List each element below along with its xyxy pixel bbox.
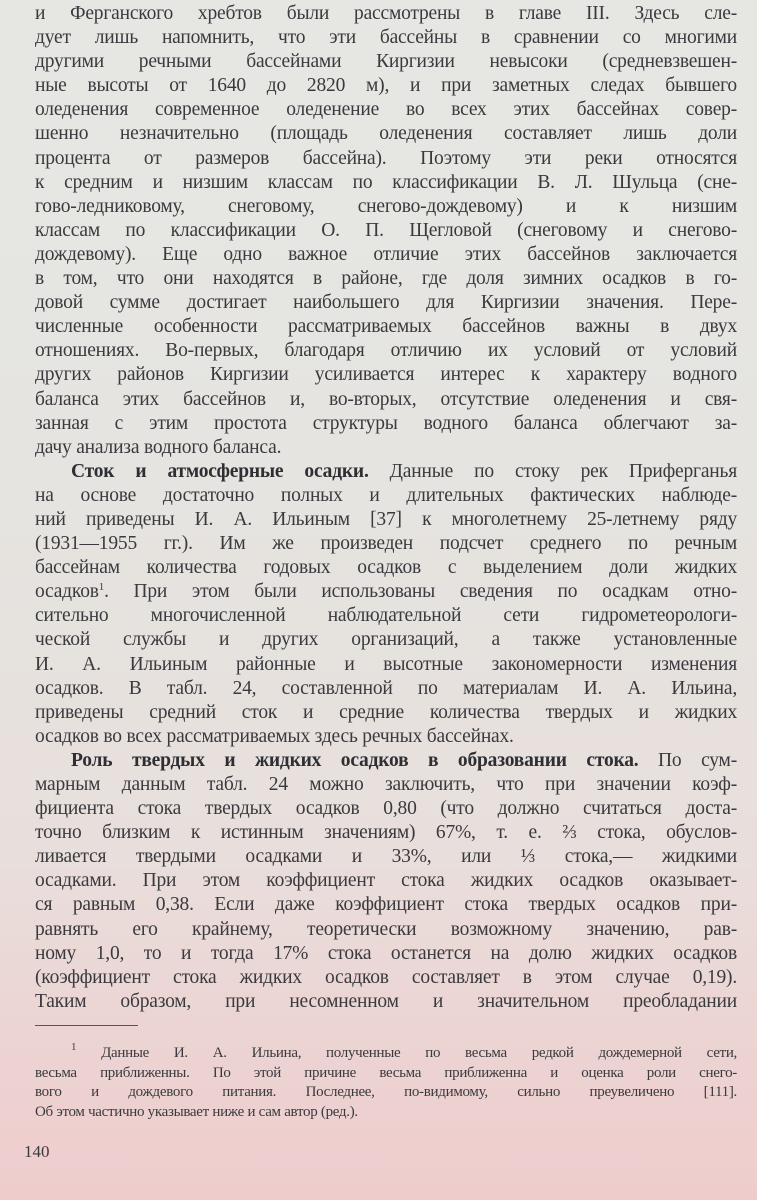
text-run: Данные И. А. Ильина, полученные по весьма редкой дождемерной сети, xyxy=(76,1045,737,1061)
text-line xyxy=(35,580,737,604)
text-line: другими речными бассейнами Киргизии невысоки (средневзвешен- xyxy=(35,51,737,73)
text-line: процента от размеров бассейна). Поэтому эти реки относятся xyxy=(35,147,737,169)
text-line: численные особенности рассматриваемых бассейнов важны в двух xyxy=(35,316,737,338)
text-line: (1931—1955 гг.). Им же произведен подсчет среднего по речным xyxy=(35,533,737,555)
text-line: приведены средний сток и средние количества твердых и жидких xyxy=(35,701,737,723)
page-body xyxy=(35,2,737,1014)
text-line: ному 1,0, то и тогда 17% стока останется на долю жидких осадков xyxy=(35,942,737,964)
text-line: фициента стока твердых осадков 0,80 (что должно считаться доста- xyxy=(35,798,737,820)
section-runoff-precipitation xyxy=(35,460,737,749)
text-line: отношениях. Во-первых, благодаря отличию их условий от условий xyxy=(35,340,737,362)
paragraph-intro xyxy=(35,2,737,460)
text-line: ные высоты от 1640 до 2820 м), и при заметных следах бывшего xyxy=(35,75,737,97)
text-line: И. А. Ильиным районные и высотные закономерности изменения xyxy=(35,653,737,675)
text-run: По сум- xyxy=(638,749,737,771)
text-line: занная с этим простота структуры водного баланса облегчают за- xyxy=(35,412,737,434)
text-line: баланса этих бассейнов и, во-вторых, отсутствие оледенения и свя- xyxy=(35,388,737,410)
text-line: бассейнам количества годовых осадков с выделением доли жидких xyxy=(35,557,737,579)
text-line: других районов Киргизии усиливается интерес к характеру водного xyxy=(35,364,737,386)
text-line xyxy=(35,749,737,773)
text-line: гово-ледниковому, снеговому, снегово-дождевому) и к низшим xyxy=(35,195,737,217)
text-line: осадками. При этом коэффициент стока жидких осадков оказывает- xyxy=(35,870,737,892)
section-role-of-precipitation xyxy=(35,749,737,1014)
footnote-line xyxy=(35,1041,737,1064)
section-heading: Роль твердых и жидких осадков в образовании стока. xyxy=(71,749,639,771)
text-run: . При этом были использованы сведения по осадкам отно- xyxy=(104,581,737,603)
text-line: ний приведены И. А. Ильиным [37] к многолетнему 25-летнему ряду xyxy=(35,508,737,530)
text-line: марным данным табл. 24 можно заключить, что при значении коэф- xyxy=(35,774,737,795)
footnote-line: вого и дождевого питания. Последнее, по-видимому, сильно преувеличено [111]. xyxy=(35,1084,737,1100)
footnote xyxy=(35,1041,737,1122)
footnote-reference[interactable]: 1 xyxy=(98,581,105,594)
text-line: сительно многочисленной наблюдательной сети гидрометеорологи- xyxy=(35,605,737,627)
footnote-divider xyxy=(35,1025,138,1026)
text-line: классам по классификации О. П. Щегловой (снеговому и снегово- xyxy=(35,219,737,241)
text-line: ческой службы и других организаций, а также установленные xyxy=(35,629,737,651)
text-line: ся равным 0,38. Если даже коэффициент стока твердых осадков при- xyxy=(35,894,737,916)
text-line: дует лишь напомнить, что эти бассейны в сравнении со многими xyxy=(35,27,737,49)
text-line: на основе достаточно полных и длительных фактических наблюде- xyxy=(35,484,737,506)
text-line: осадков во всех рассматриваемых здесь речных бассейнах. xyxy=(35,725,514,747)
text-line: Таким образом, при несомненном и значительном преобладании xyxy=(35,990,737,1012)
section-heading: Сток и атмосферные осадки. xyxy=(71,460,369,482)
text-line: равнять его крайнему, теоретически возможному значению, рав- xyxy=(35,918,737,940)
text-line: осадков. В табл. 24, составленной по материалам И. А. Ильина, xyxy=(35,677,737,699)
footnote-line: весьма приближенны. По этой причине весьма приближенна и оценка роли снего- xyxy=(35,1064,737,1081)
text-line: ливается твердыми осадками и 33%, или ⅓ стока,— жидкими xyxy=(35,846,737,868)
text-run: Данные по стоку рек Приферганья xyxy=(368,460,737,482)
text-line: и Ферганского хребтов были рассмотрены в главе III. Здесь сле- xyxy=(35,3,737,24)
text-line: к средним и низшим классам по классификации В. Л. Шульца (сне- xyxy=(35,171,737,193)
footnote-marker: 1 xyxy=(71,1041,77,1053)
text-line: шенно незначительно (площадь оледенения составляет лишь доли xyxy=(35,123,737,145)
text-line: дождевому). Еще одно важное отличие этих бассейнов заключается xyxy=(35,243,737,265)
text-line: точно близким к истинным значениям) 67%, т. е. ⅔ стока, обуслов- xyxy=(35,822,737,844)
text-line: оледенения современное оледенение во всех этих бассейнах совер- xyxy=(35,99,737,121)
footnote-line: Об этом частично указывает ниже и сам автор (ред.). xyxy=(35,1103,358,1120)
text-line: (коэффициент стока жидких осадков составляет в этом случае 0,19). xyxy=(35,966,737,988)
text-line xyxy=(35,460,737,484)
text-run: осадков xyxy=(35,581,99,603)
text-line: дачу анализа водного баланса. xyxy=(35,436,282,458)
text-line: в том, что они находятся в районе, где доля зимних осадков в го- xyxy=(35,268,737,290)
page-number: 140 xyxy=(24,1142,50,1161)
text-line: довой сумме достигает наибольшего для Киргизии значения. Пере- xyxy=(35,292,737,314)
